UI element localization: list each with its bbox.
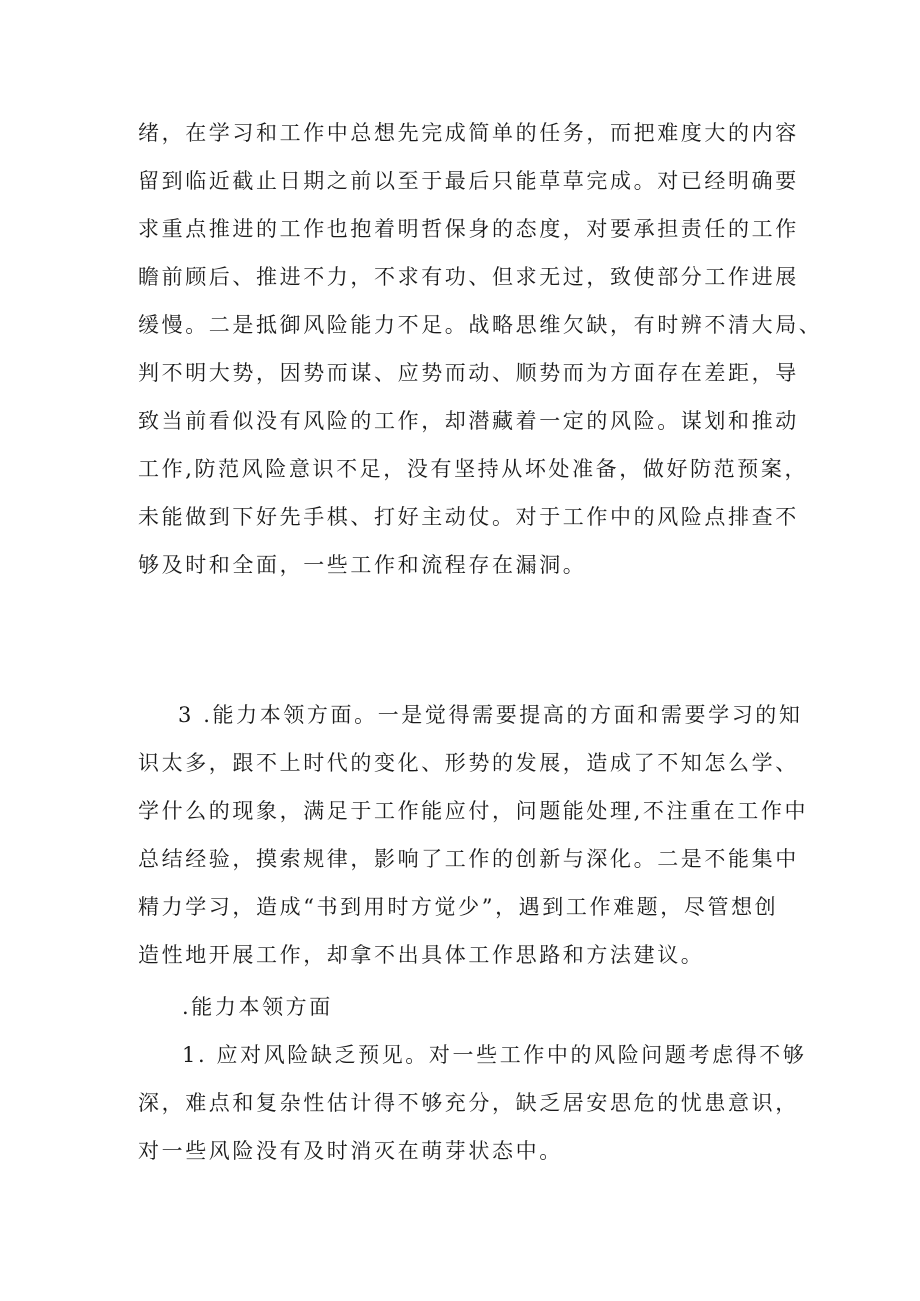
paragraph-3-line-2: 深，难点和复杂性估计得不够充分，缺乏居安思危的忧患意识， <box>138 1091 799 1115</box>
section-heading: .能力本领方面 <box>182 995 333 1019</box>
paragraph-1-line-5: 缓慢。二是抵御风险能力不足。战略思维欠缺，有时辨不清大局、 <box>138 313 823 337</box>
paragraph-1-line-2: 留到临近截止日期之前以至于最后只能草草完成。对已经明确要 <box>138 169 799 193</box>
paragraph-2-line-5: 精力学习，造成“书到用时方觉少”，遇到工作难题，尽管想创 <box>138 895 779 919</box>
paragraph-2-line-4: 总结经验，摸索规律，影响了工作的创新与深化。二是不能集中 <box>138 847 799 871</box>
paragraph-1-line-10: 够及时和全面，一些工作和流程存在漏洞。 <box>138 553 587 577</box>
paragraph-1-line-9: 未能做到下好先手棋、打好主动仗。对于工作中的风险点排查不 <box>138 505 799 529</box>
paragraph-3-line-3: 对一些风险没有及时消灭在萌芽状态中。 <box>138 1139 563 1163</box>
paragraph-1-line-1: 绪，在学习和工作中总想先完成简单的任务，而把难度大的内容 <box>138 121 799 145</box>
paragraph-1-line-6: 判不明大势，因势而谋、应势而动、顺势而为方面存在差距，导 <box>138 361 799 385</box>
paragraph-2-line-2: 识太多，跟不上时代的变化、形势的发展，造成了不知怎么学、 <box>138 751 799 775</box>
paragraph-1-line-7: 致当前看似没有风险的工作，却潜藏着一定的风险。谋划和推动 <box>138 409 799 433</box>
paragraph-1-line-4: 瞻前顾后、推进不力，不求有功、但求无过，致使部分工作进展 <box>138 265 799 289</box>
paragraph-3-line-1: 1. 应对风险缺乏预见。对一些工作中的风险问题考虑得不够 <box>182 1043 807 1067</box>
paragraph-1-line-3: 求重点推进的工作也抱着明哲保身的态度，对要承担责任的工作 <box>138 217 799 241</box>
paragraph-2-line-1: 3 .能力本领方面。一是觉得需要提高的方面和需要学习的知 <box>178 703 803 727</box>
paragraph-2-line-6: 造性地开展工作，却拿不出具体工作思路和方法建议。 <box>138 943 705 967</box>
paragraph-2-line-3: 学什么的现象，满足于工作能应付，问题能处理,不注重在工作中 <box>138 799 809 823</box>
paragraph-1-line-8: 工作,防范风险意识不足，没有坚持从坏处准备，做好防范预案， <box>138 457 809 481</box>
